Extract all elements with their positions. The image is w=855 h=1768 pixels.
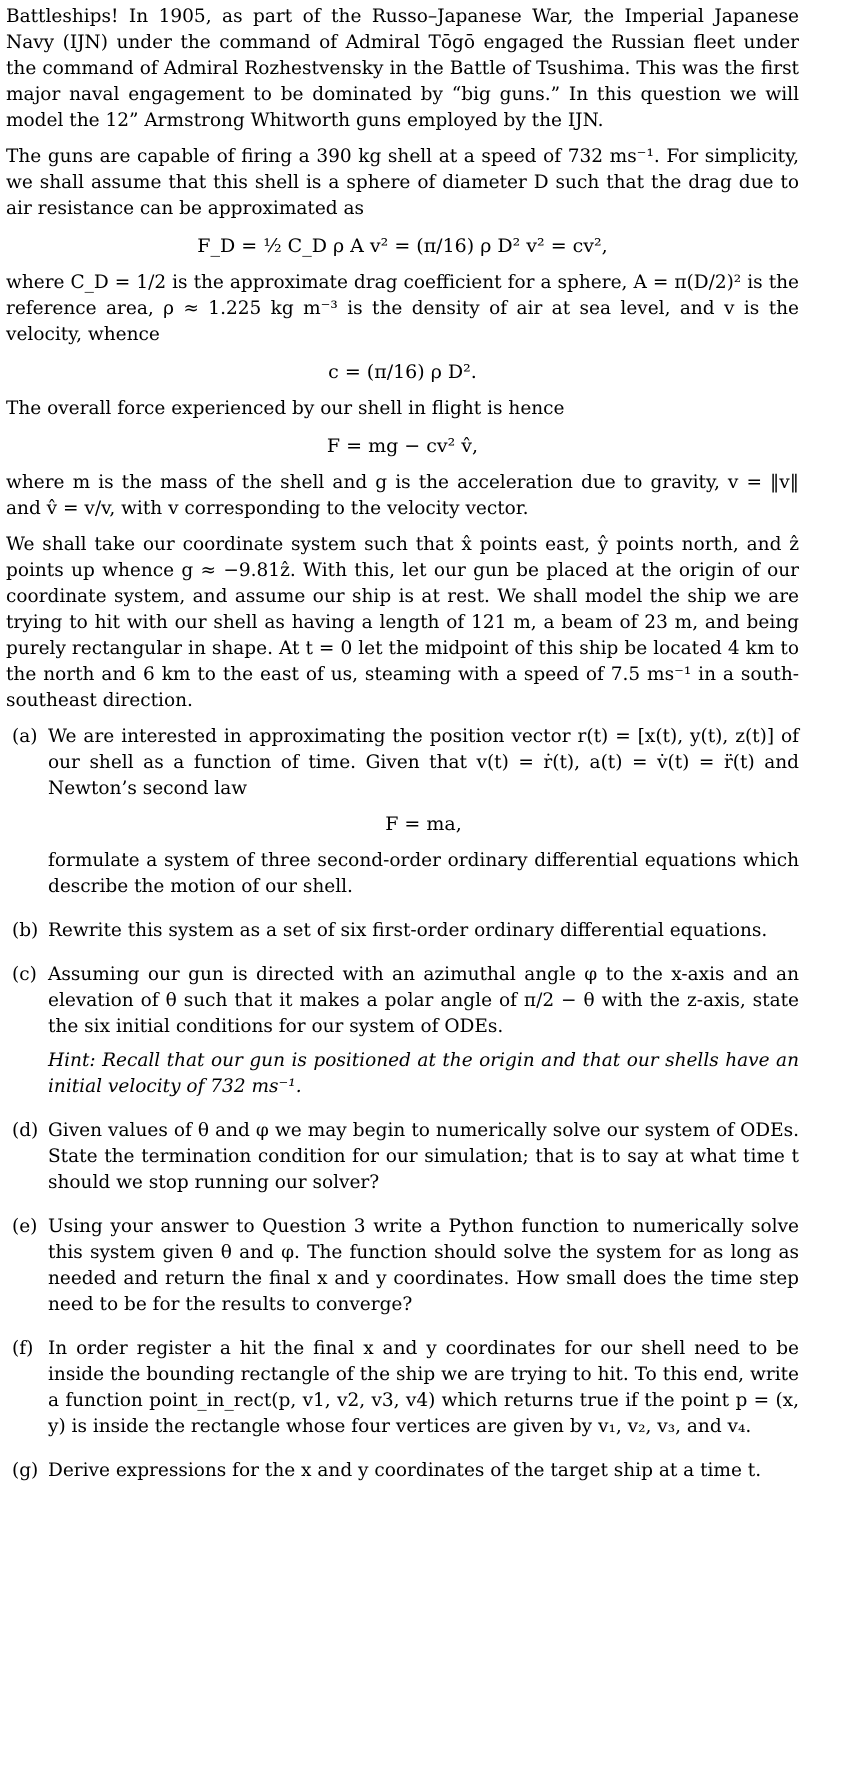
- part-a-text-2: formulate a system of three second-order ordinary differential equations which describe the motion of our shell.: [48, 850, 799, 897]
- intro-paragraph-2: The guns are capable of firing a 390 kg shell at a speed of 732 ms⁻¹. For simplicity, we shall assume that this shell is a sphere of diameter D such that the drag due to air resistance can be approximated as: [6, 146, 799, 219]
- drag-constant-equation: c = (π/16) ρ D².: [328, 361, 477, 383]
- part-label: (b): [12, 920, 39, 941]
- question-part-a: [6, 724, 799, 908]
- drag-equation: F_D = ½ C_D ρ A v² = (π/16) ρ D² v² = cv²,: [197, 235, 608, 257]
- part-label: (g): [12, 1460, 39, 1481]
- intro-paragraph-4: The overall force experienced by our shell in flight is hence: [6, 398, 565, 419]
- part-label: (f): [12, 1338, 34, 1359]
- part-d-text: Given values of θ and φ we may begin to numerically solve our system of ODEs. State the termination condition for our simulation; that is to say at what time t should we stop running our solver?: [48, 1120, 799, 1193]
- part-label: (e): [12, 1216, 38, 1237]
- question-part-f: [6, 1336, 799, 1448]
- part-label: (a): [12, 726, 38, 747]
- part-g-text: Derive expressions for the x and y coordinates of the target ship at a time t.: [48, 1460, 762, 1481]
- question-part-g: [6, 1458, 799, 1492]
- intro-paragraph-6: We shall take our coordinate system such that x̂ points east, ŷ points north, and ẑ points up whence g ≈ −9.81ẑ. With this, let our gun be placed at the origin of our coordinate system, and assume our ship is at rest. We shall model the ship we are trying to hit with our shell as having a length of 121 m, a beam of 23 m, and being purely rectangular in shape. At t = 0 let the midpoint of this ship be located 4 km to the north and 6 km to the east of us, steaming with a speed of 7.5 ms⁻¹ in a south-southeast direction.: [6, 534, 799, 711]
- part-c-text: Assuming our gun is directed with an azimuthal angle φ to the x-axis and an elevation of θ such that it makes a polar angle of π/2 − θ with the z-axis, state the six initial conditions for our system of ODEs.: [48, 964, 799, 1037]
- question-parts-list: [6, 724, 799, 1492]
- intro-paragraph-1: Battleships! In 1905, as part of the Russo–Japanese War, the Imperial Japanese Navy (IJN) under the command of Admiral Tōgō engaged the Russian fleet under the command of Admiral Rozhestvensky in the Battle of Tsushima. This was the first major naval engagement to be dominated by “big guns.” In this question we will model the 12” Armstrong Whitworth guns employed by the IJN.: [6, 6, 799, 131]
- part-f-text: In order register a hit the final x and y coordinates for our shell need to be inside the bounding rectangle of the ship we are trying to hit. To this end, write a function point_in_rect(p, v1, v2, v3, v4) which returns true if the point p = (x, y) is inside the rectangle whose four vertices are given by v₁, v₂, v₃, and v₄.: [48, 1338, 799, 1437]
- part-label: (c): [12, 964, 37, 985]
- question-part-c: [6, 962, 799, 1108]
- part-a-text-1: We are interested in approximating the position vector r(t) = [x(t), y(t), z(t)] of our shell as a function of time. Given that v(t) = ṙ(t), a(t) = v̇(t) = r̈(t) and Newton’s second law: [48, 726, 799, 799]
- part-label: (d): [12, 1120, 39, 1141]
- intro-paragraph-5: where m is the mass of the shell and g is the acceleration due to gravity, v = ‖v‖ and v̂ = v/v, with v corresponding to the velocity vector.: [6, 472, 799, 519]
- question-part-b: [6, 918, 799, 952]
- part-c-hint: Hint: Recall that our gun is positioned at the origin and that our shells have an initial velocity of 732 ms⁻¹.: [48, 1050, 799, 1097]
- part-b-text: Rewrite this system as a set of six first-order ordinary differential equations.: [48, 920, 768, 941]
- part-e-text: Using your answer to Question 3 write a Python function to numerically solve this system given θ and φ. The function should solve the system for as long as needed and return the final x and y coordinates. How small does the time step need to be for the results to converge?: [48, 1216, 799, 1315]
- force-equation: F = mg − cv² v̂,: [326, 435, 479, 457]
- newton-equation: F = ma,: [385, 813, 462, 835]
- question-part-d: [6, 1118, 799, 1204]
- question-part-e: [6, 1214, 799, 1326]
- intro-paragraph-3: where C_D = 1/2 is the approximate drag coefficient for a sphere, A = π(D/2)² is the reference area, ρ ≈ 1.225 kg m⁻³ is the density of air at sea level, and v is the velocity, whence: [6, 272, 799, 345]
